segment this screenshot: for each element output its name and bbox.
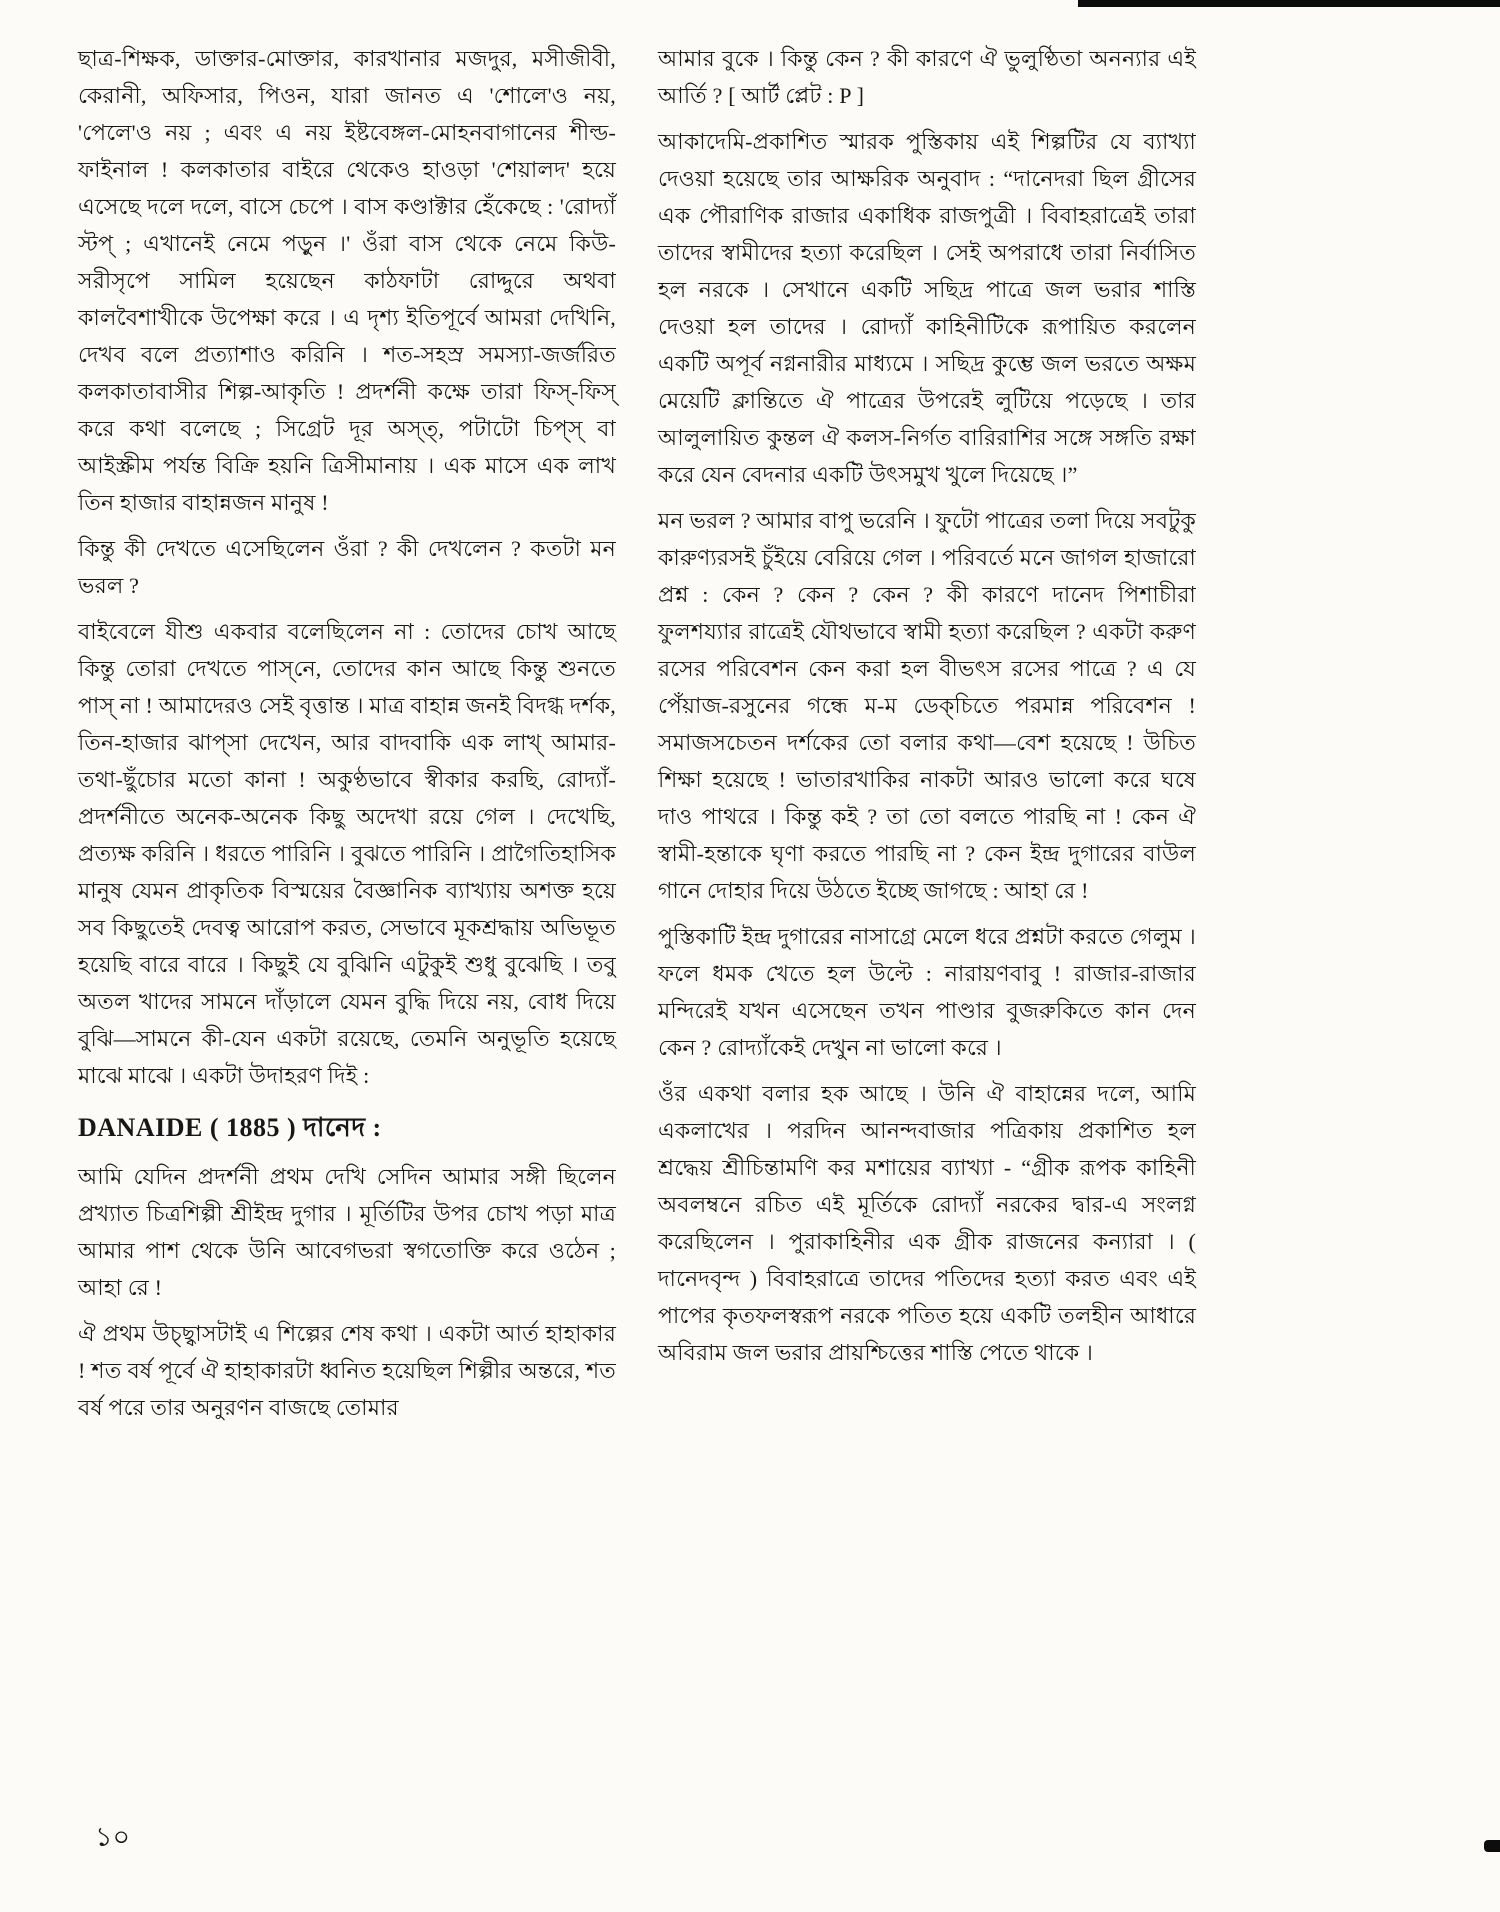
paragraph: কিন্তু কী দেখতে এসেছিলেন ওঁরা ? কী দেখলেন ? কতটা মন ভরল ? <box>78 536 616 598</box>
section-heading-danaide: DANAIDE ( 1885 ) দানেদ : <box>78 1113 382 1142</box>
page-number: ১০ <box>95 1822 131 1852</box>
two-column-text-body <box>78 40 1196 1435</box>
paragraph: আমার বুকে । কিন্তু কেন ? কী কারণে ঐ ভুলুণ্ঠিতা অনন্যার এই আর্তি ? [ আর্ট প্লেট : P ] <box>658 46 1196 108</box>
paragraph: আকাদেমি-প্রকাশিত স্মারক পুস্তিকায় এই শিল্পটির যে ব্যাখ্যা দেওয়া হয়েছে তার আক্ষরিক অনুবাদ : “দানেদরা ছিল গ্রীসের এক পৌরাণিক রাজার একাধিক রাজপুত্রী । বিবাহরাত্রেই তারা তাদের স্বামীদের হত্যা করেছিল । সেই অপরাধে তারা নির্বাসিত হল নরকে । সেখানে একটি সছিদ্র পাত্রে জল ভরার শাস্তি দেওয়া হল তাদের । রোদ্যাঁ কাহিনীটিকে রূপায়িত করলেন একটি অপূর্ব নগ্ননারীর মাধ্যমে । সছিদ্র কুম্ভে জল ভরতে অক্ষম মেয়েটি ক্লান্তিতে ঐ পাত্রের উপরেই লুটিয়ে পড়েছে । তার আলুলায়িত কুন্তল ঐ কলস-নির্গত বারিরাশির সঙ্গে সঙ্গতি রক্ষা করে যেন বেদনার একটি উৎসমুখ খুলে দিয়েছে ।” <box>658 129 1196 487</box>
paragraph: ওঁর একথা বলার হক আছে । উনি ঐ বাহান্নের দলে, আমি একলাখের । পরদিন আনন্দবাজার পত্রিকায় প্রকাশিত হল শ্রদ্ধেয় শ্রীচিন্তামণি কর মশায়ের ব্যাখ্যা - “গ্রীক রূপক কাহিনী অবলম্বনে রচিত এই মূর্তিকে রোদ্যাঁ নরকের দ্বার-এ সংলগ্ন করেছিলেন । পুরাকাহিনীর এক গ্রীক রাজনের কন্যারা । ( দানেদবৃন্দ ) বিবাহরাত্রে তাদের পতিদের হত্যা করত এবং এই পাপের কৃতফলস্বরূপ নরকে পতিত হয়ে একটি তলহীন আধারে অবিরাম জল ভরার প্রায়শ্চিত্তের শাস্তি পেতে থাকে । <box>658 1081 1196 1365</box>
paragraph: ঐ প্রথম উচ্ছ্বাসটাই এ শিল্পের শেষ কথা । একটা আর্ত হাহাকার ! শত বর্ষ পূর্বে ঐ হাহাকারটা ধ্বনিত হয়েছিল শিল্পীর অন্তরে, শত বর্ষ পরে তার অনুরণন বাজছে তোমার <box>78 1321 616 1420</box>
paragraph: আমি যেদিন প্রদর্শনী প্রথম দেখি সেদিন আমার সঙ্গী ছিলেন প্রখ্যাত চিত্রশিল্পী শ্রীইন্দ্র দুগার । মূর্তিটির উপর চোখ পড়া মাত্র আমার পাশ থেকে উনি আবেগভরা স্বগতোক্তি করে ওঠেন ; আহা রে ! <box>78 1164 616 1300</box>
right-column <box>658 40 1196 1435</box>
paragraph: পুস্তিকাটি ইন্দ্র দুগারের নাসাগ্রে মেলে ধরে প্রশ্নটা করতে গেলুম । ফলে ধমক খেতে হল উল্টে : নারায়ণবাবু ! রাজার-রাজার মন্দিরেই যখন এসেছেন তখন পাণ্ডার বুজরুকিতে কান দেন কেন ? রোদ্যাঁকেই দেখুন না ভালো করে । <box>658 924 1196 1060</box>
scan-artifact-top-line <box>1078 0 1500 7</box>
paragraph: ছাত্র-শিক্ষক, ডাক্তার-মোক্তার, কারখানার মজদুর, মসীজীবী, কেরানী, অফিসার, পিওন, যারা জানত এ 'শোলে'ও নয়, 'পেলে'ও নয় ; এবং এ নয় ইষ্টবেঙ্গল-মোহনবাগানের শীল্ড-ফাইনাল ! কলকাতার বাইরে থেকেও হাওড়া 'শেয়ালদ' হয়ে এসেছে দলে দলে, বাসে চেপে । বাস কণ্ডাক্টার হেঁকেছে : 'রোদ্যাঁ স্টপ্ ; এখানেই নেমে পড়ুন ।' ওঁরা বাস থেকে নেমে কিউ-সরীসৃপে সামিল হয়েছেন কাঠফাটা রোদ্দুরে অথবা কালবৈশাখীকে উপেক্ষা করে । এ দৃশ্য ইতিপূর্বে আমরা দেখিনি, দেখব বলে প্রত্যাশাও করিনি । শত-সহস্র সমস্যা-জর্জরিত কলকাতাবাসীর শিল্প-আকৃতি ! প্রদর্শনী কক্ষে তারা ফিস্-ফিস্ করে কথা বলেছে ; সিগ্রেট দূর অস্ত্, পটাটো চিপ্‌স্ বা আইস্ক্রীম পর্যন্ত বিক্রি হয়নি ত্রিসীমানায় । এক মাসে এক লাখ তিন হাজার বাহান্নজন মানুষ ! <box>78 46 616 515</box>
left-column <box>78 40 616 1435</box>
paragraph: মন ভরল ? আমার বাপু ভরেনি । ফুটো পাত্রের তলা দিয়ে সবটুকু কারুণ্যরসই চুঁইয়ে বেরিয়ে গেল । পরিবর্তে মনে জাগল হাজারো প্রশ্ন : কেন ? কেন ? কেন ? কী কারণে দানেদ পিশাচীরা ফুলশয্যার রাত্রেই যৌথভাবে স্বামী হত্যা করেছিল ? একটা করুণ রসের পরিবেশন কেন করা হল বীভৎস রসের পাত্রে ? এ যে পেঁয়াজ-রসুনের গন্ধে ম-ম ডেক্‌চিতে পরমান্ন পরিবেশন ! সমাজসচেতন দর্শকের তো বলার কথা—বেশ হয়েছে ! উচিত শিক্ষা হয়েছে ! ভাতারখাকির নাকটা আরও ভালো করে ঘষে দাও পাথরে । কিন্তু কই ? তা তো বলতে পারছি না ! কেন ঐ স্বামী-হন্তাকে ঘৃণা করতে পারছি না ? কেন ইন্দ্র দুগারের বাউল গানে দোহার দিয়ে উঠতে ইচ্ছে জাগছে : আহা রে ! <box>658 508 1196 903</box>
paragraph: বাইবেলে যীশু একবার বলেছিলেন না : তোদের চোখ আছে কিন্তু তোরা দেখতে পাস্‌নে, তোদের কান আছে কিন্তু শুনতে পাস্ না ! আমাদেরও সেই বৃত্তান্ত । মাত্র বাহান্ন জনই বিদগ্ধ দর্শক, তিন-হাজার ঝাপ্‌সা দেখেন, আর বাদবাকি এক লাখ্ আমার-তথা-ছুঁচোর মতো কানা ! অকুণ্ঠভাবে স্বীকার করছি, রোদ্যাঁ-প্রদর্শনীতে অনেক-অনেক কিছু অদেখা রয়ে গেল । দেখেছি, প্রত্যক্ষ করিনি । ধরতে পারিনি । বুঝতে পারিনি । প্রাগৈতিহাসিক মানুষ যেমন প্রাকৃতিক বিস্ময়ের বৈজ্ঞানিক ব্যাখ্যায় অশক্ত হয়ে সব কিছুতেই দেবত্ব আরোপ করত, সেভাবে মূকশ্রদ্ধায় অভিভূত হয়েছি বারে বারে । কিছুই যে বুঝিনি এটুকুই শুধু বুঝেছি । তবু অতল খাদের সামনে দাঁড়ালে যেমন বুদ্ধি দিয়ে নয়, বোধ দিয়ে বুঝি—সামনে কী-যেন একটা রয়েছে, তেমনি অনুভূতি হয়েছে মাঝে মাঝে । একটা উদাহরণ দিই : <box>78 619 616 1088</box>
scan-artifact-edge-mark <box>1484 1840 1500 1852</box>
